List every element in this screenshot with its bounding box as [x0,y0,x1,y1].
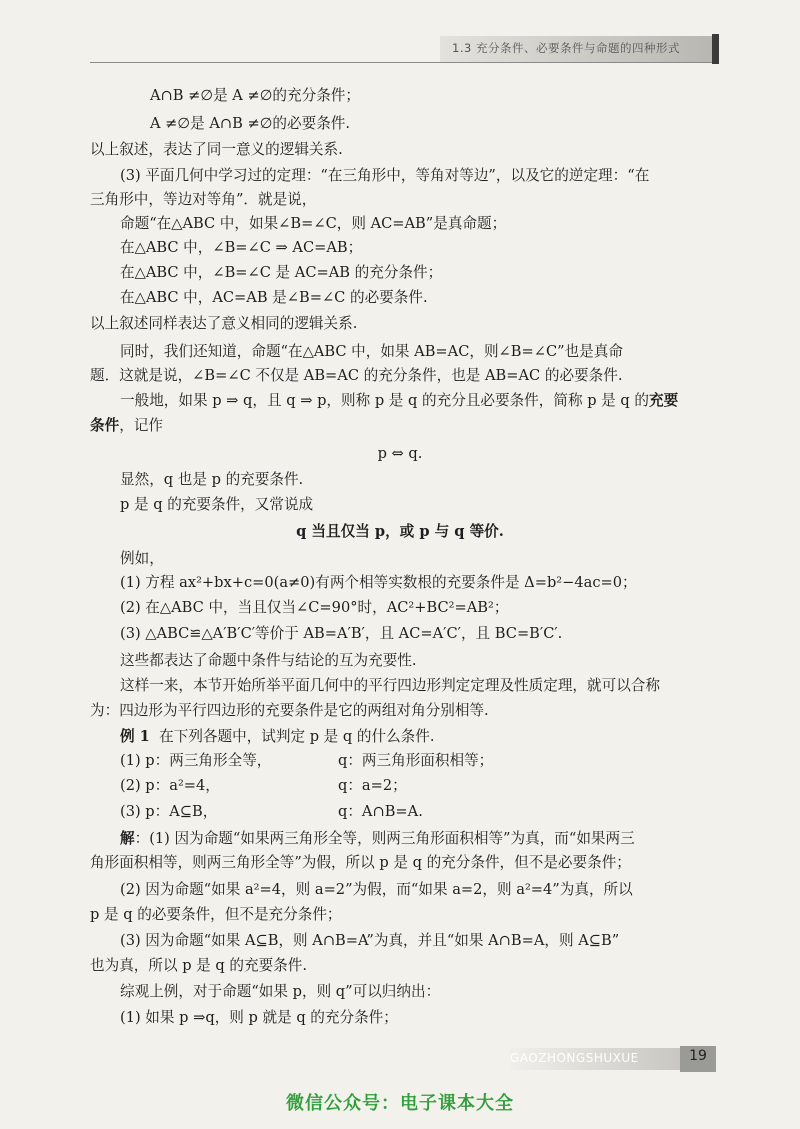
watermark: 微信公众号：电子课本大全 [286,1093,514,1114]
example-label: 例 1 [120,728,150,745]
formula-line: p ⇔ q. [377,445,423,462]
text-span: 一般地，如果 p ⇒ q，且 q ⇒ p，则称 p 是 q 的充分且必要条件，简称 p 是 q 的 [120,392,649,409]
text-line: (1) p：两三角形全等， [120,752,272,769]
text-line: A∩B ≠∅是 A ≠∅的充分条件； [150,87,360,104]
text-line: A ≠∅是 A∩B ≠∅的必要条件. [150,115,351,132]
text-line: 综观上例，对于命题“如果 p，则 q”可以归纳出： [120,983,441,1000]
text-span: ：(1) 因为命题“如果两三角形全等，则两三角形面积相等”为真，而“如果两三 [134,830,635,847]
text-line: 同时，我们还知道，命题“在△ABC 中，如果 AB=AC，则∠B=∠C”也是真命 [120,343,623,360]
text-line: 显然，q 也是 p 的充要条件. [120,471,304,488]
text-line: 角形面积相等，则两三角形全等”为假，所以 p 是 q 的充分条件，但不是必要条件； [90,854,631,871]
text-line: 在△ABC 中，∠B=∠C 是 AC=AB 的充分条件； [120,264,443,281]
series-name: GAOZHONGSHUXUE [510,1051,639,1065]
text-line: (1) 方程 ax²+bx+c=0(a≠0)有两个相等实数根的充要条件是 Δ=b²−4ac=0； [120,574,637,591]
example-heading [120,727,435,747]
page-number: 19 [689,1048,707,1064]
text-line: (2) 在△ABC 中，当且仅当∠C=90°时，AC²+BC²=AB²； [120,599,509,616]
text-span: ，记作 [119,417,163,434]
bold-term: 充要 [648,392,679,409]
text-line: 在△ABC 中，AC=AB 是∠B=∠C 的必要条件. [120,289,428,306]
definition-line-2 [90,416,163,436]
text-line: (3) 平面几何中学习过的定理：“在三角形中，等角对等边”，以及它的逆定理：“在 [120,167,650,184]
text-line: (2) 因为命题“如果 a²=4，则 a=2”为假，而“如果 a=2，则 a²=4”为真，所以 [120,881,633,898]
text-line: (2) p：a²=4， [120,777,220,794]
text-line: 以上叙述，表达了同一意义的逻辑关系. [90,141,343,158]
text-line: 这样一来，本节开始所举平面几何中的平行四边形判定定理及性质定理，就可以合称 [120,677,660,694]
bold-statement: q 当且仅当 p，或 p 与 q 等价. [296,523,504,540]
text-line: 这些都表达了命题中条件与结论的互为充要性. [120,652,417,669]
text-line: 也为真，所以 p 是 q 的充要条件. [90,957,308,974]
bold-term: 条件 [90,417,120,434]
header-bar [712,34,719,64]
text-line: 为：四边形为平行四边形的充要条件是它的两组对角分别相等. [90,702,489,719]
text-line: (1) 如果 p ⇒q，则 p 就是 q 的充分条件； [120,1009,398,1026]
text-line: 三角形中，等边对等角”．就是说， [90,191,317,208]
text-line: 在△ABC 中，∠B=∠C ⇒ AC=AB； [120,239,363,256]
text-line: (3) p：A⊆B， [120,803,218,820]
text-line: q：a=2； [338,777,407,794]
text-line: (3) △ABC≌△A′B′C′等价于 AB=A′B′，且 AC=A′C′，且 BC=B′C′. [120,625,563,642]
text-line: 例如， [120,550,164,567]
text-line: q：A∩B=A. [338,803,423,820]
solution-line [120,829,635,849]
text-line: 以上叙述同样表达了意义相同的逻辑关系. [90,315,358,332]
text-line: 命题“在△ABC 中，如果∠B=∠C，则 AC=AB”是真命题； [120,215,507,232]
text-line: 题．这就是说，∠B=∠C 不仅是 AB=AC 的充分条件，也是 AB=AC 的必要条件. [90,367,623,384]
text-span: 在下列各题中，试判定 p 是 q 的什么条件. [159,728,435,745]
text-line: q：两三角形面积相等； [338,752,494,769]
section-title: 1.3 充分条件、必要条件与命题的四种形式 [452,41,680,55]
text-line: p 是 q 的必要条件，但不是充分条件； [90,906,342,923]
solution-label: 解 [120,830,135,847]
definition-line [120,391,678,411]
text-line: (3) 因为命题“如果 A⊆B，则 A∩B=A”为真，并且“如果 A∩B=A，则 A⊆B” [120,932,620,949]
text-line: p 是 q 的充要条件，又常说成 [120,496,314,513]
header-rule [90,62,712,63]
